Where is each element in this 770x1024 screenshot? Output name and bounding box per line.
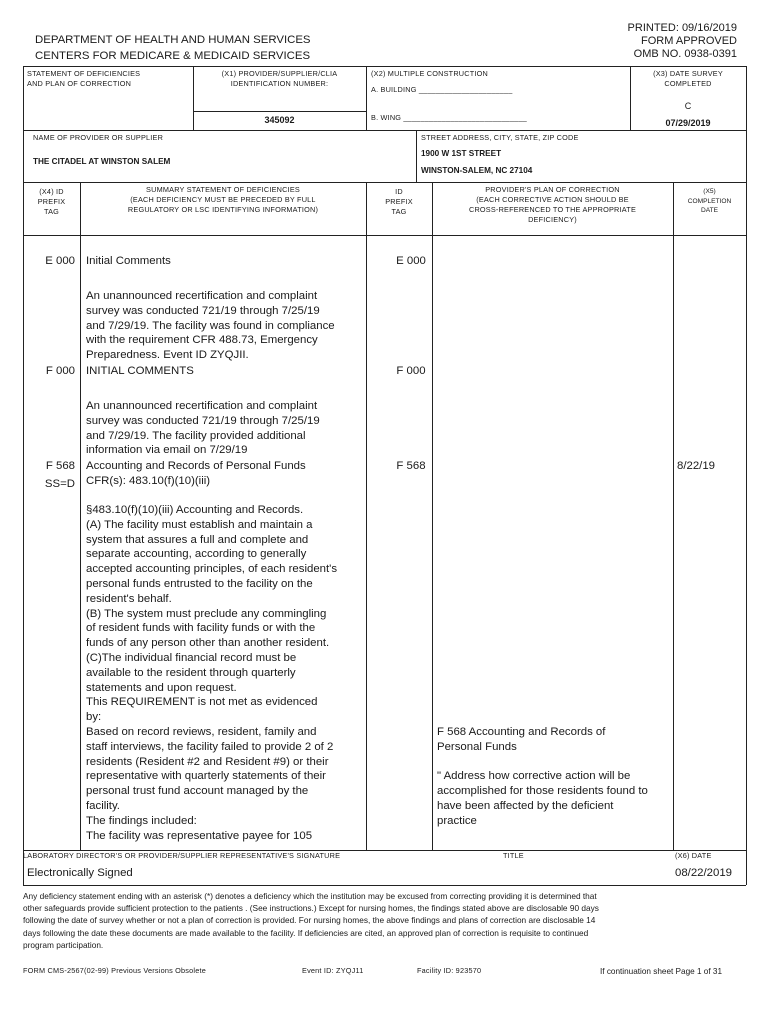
x4-header-3: TAG — [43, 207, 60, 216]
f568-completion-date: 8/22/19 — [677, 460, 716, 472]
printed-date: PRINTED: 09/16/2019 — [627, 22, 737, 34]
plan-header-2: (EACH CORRECTIVE ACTION SHOULD BE — [476, 195, 629, 204]
address-line-2: WINSTON-SALEM, NC 27104 — [421, 166, 533, 175]
id-header-3: TAG — [391, 207, 407, 216]
id-header: ID — [395, 187, 403, 196]
f000-tag: F 000 — [45, 365, 75, 377]
f568-id-tag: F 568 — [396, 460, 426, 472]
date-label: (X6) DATE — [675, 851, 712, 860]
x5-header-2: COMPLETION — [687, 197, 732, 205]
survey-date: 07/29/2019 — [665, 118, 711, 128]
x1-label: (X1) PROVIDER/SUPPLIER/CLIA — [221, 69, 338, 78]
address-label: STREET ADDRESS, CITY, STATE, ZIP CODE — [421, 133, 579, 142]
provider-label: NAME OF PROVIDER OR SUPPLIER — [33, 133, 164, 142]
x1-label-2: IDENTIFICATION NUMBER: — [230, 79, 329, 88]
x3-label: (X3) DATE SURVEY — [653, 69, 723, 78]
e000-title: Initial Comments — [86, 255, 171, 267]
provider-name: THE CITADEL AT WINSTON SALEM — [33, 157, 171, 166]
plan-header-3: CROSS-REFERENCED TO THE APPROPRIATE — [468, 205, 637, 214]
x2-wing: B. WING _____________________________ — [371, 113, 527, 122]
x3-label-2: COMPLETED — [664, 79, 712, 88]
f568-body: §483.10(f)(10)(iii) Accounting and Records. (A) The facility must establish and maintain a system that assures a full and complete and separate accounting, according to generally accepted accounting principles, of each resident's personal funds entrusted to the facility on the resident's behalf. (B) The system must preclude any commingling of resident funds with facility funds or with the funds of any person other than another resident. (C)The individual financial record must be available to the resident through quarterly statements and upon request. This REQUIREMENT is not met as evidenced by: Based on record reviews, resident, family and staff interviews, the facility failed to provide 2 of 2 residents (Resident #2 and Resident #9) or their representative with quarterly statements of their personal trust fund account managed by the facility. The findings included: The facility was representative payee for 105 — [86, 504, 338, 842]
address-line-1: 1900 W 1ST STREET — [421, 149, 502, 158]
f568-title: Accounting and Records of Personal Funds — [86, 460, 306, 472]
form-number: FORM CMS-2567(02-99) Previous Versions Obsolete — [23, 966, 206, 975]
centers-title: CENTERS FOR MEDICARE & MEDICAID SERVICES — [35, 50, 311, 62]
signature-value: Electronically Signed — [27, 867, 133, 879]
omb-number: OMB NO. 0938-0391 — [633, 48, 737, 60]
plan-header-4: DEFICIENCY) — [528, 215, 577, 224]
plan-of-correction-body: F 568 Accounting and Records of Personal Funds " Address how corrective action will be accomplished for those residents found to have been affected by the deficient practice — [437, 726, 648, 827]
continuation-sheet: If continuation sheet Page 1 of 31 — [600, 967, 722, 976]
x4-header-2: PREFIX — [37, 197, 66, 206]
statement-label: STATEMENT OF DEFICIENCIES — [27, 69, 141, 78]
department-title: DEPARTMENT OF HEALTH AND HUMAN SERVICES — [35, 34, 311, 46]
e000-body: An unannounced recertification and complaint survey was conducted 721/19 through 7/25/19 and 7/29/19. The facility was found in compliance with the requirement CFR 488.73, Emergency Preparedness. Event ID ZYQJII. — [86, 290, 335, 362]
plan-header: PROVIDER'S PLAN OF CORRECTION — [485, 185, 620, 194]
f568-scope-severity: SS=D — [44, 478, 75, 490]
survey-code: C — [684, 101, 692, 111]
f568-cfr: CFR(s): 483.10(f)(10)(iii) — [86, 475, 211, 487]
form-approved: FORM APPROVED — [641, 35, 737, 47]
x2-building: A. BUILDING ______________________ — [371, 85, 513, 94]
provider-id-number: 345092 — [264, 115, 295, 125]
event-id: Event ID: ZYQJ11 — [302, 966, 364, 975]
statement-label-2: AND PLAN OF CORRECTION — [27, 79, 132, 88]
summary-header-3: REGULATORY OR LSC IDENTIFYING INFORMATION) — [127, 205, 319, 214]
f000-id-tag: F 000 — [396, 365, 426, 377]
f568-tag: F 568 — [45, 460, 75, 472]
facility-id: Facility ID: 923570 — [417, 966, 482, 975]
f000-body: An unannounced recertification and complaint survey was conducted 721/19 through 7/25/19 and 7/29/19. The facility provided additional information via email on 7/29/19 — [86, 400, 320, 457]
x2-label: (X2) MULTIPLE CONSTRUCTION — [371, 69, 488, 78]
signature-label: LABORATORY DIRECTOR'S OR PROVIDER/SUPPLIER REPRESENTATIVE'S SIGNATURE — [23, 851, 341, 860]
summary-header: SUMMARY STATEMENT OF DEFICIENCIES — [146, 185, 300, 194]
f000-title: INITIAL COMMENTS — [86, 365, 194, 377]
x5-header: (X5) — [703, 188, 716, 195]
e000-id-tag: E 000 — [396, 255, 426, 267]
e000-tag: E 000 — [45, 255, 75, 267]
summary-header-2: (EACH DEFICIENCY MUST BE PRECEDED BY FULL — [130, 195, 316, 204]
x5-header-3: DATE — [700, 207, 719, 214]
id-header-2: PREFIX — [385, 197, 413, 206]
disclaimer-text: Any deficiency statement ending with an asterisk (*) denotes a deficiency which the institution may be excused from correcting providing it is determined that other safeguards provide sufficient protection to the patients . (See instructions.) Except for nursing homes, the findings stated above are disclosable 90 days following the date of survey whether or not a plan of correction is provided. For nursing homes, the above findings and plans of correction are disclosable 14 days following the date these documents are made available to the facility. If deficiencies are cited, an approved plan of correction is requisite to continued program participation. — [23, 891, 599, 950]
signature-date: 08/22/2019 — [675, 867, 733, 879]
x4-header: (X4) ID — [39, 187, 64, 196]
title-label: TITLE — [503, 851, 524, 860]
